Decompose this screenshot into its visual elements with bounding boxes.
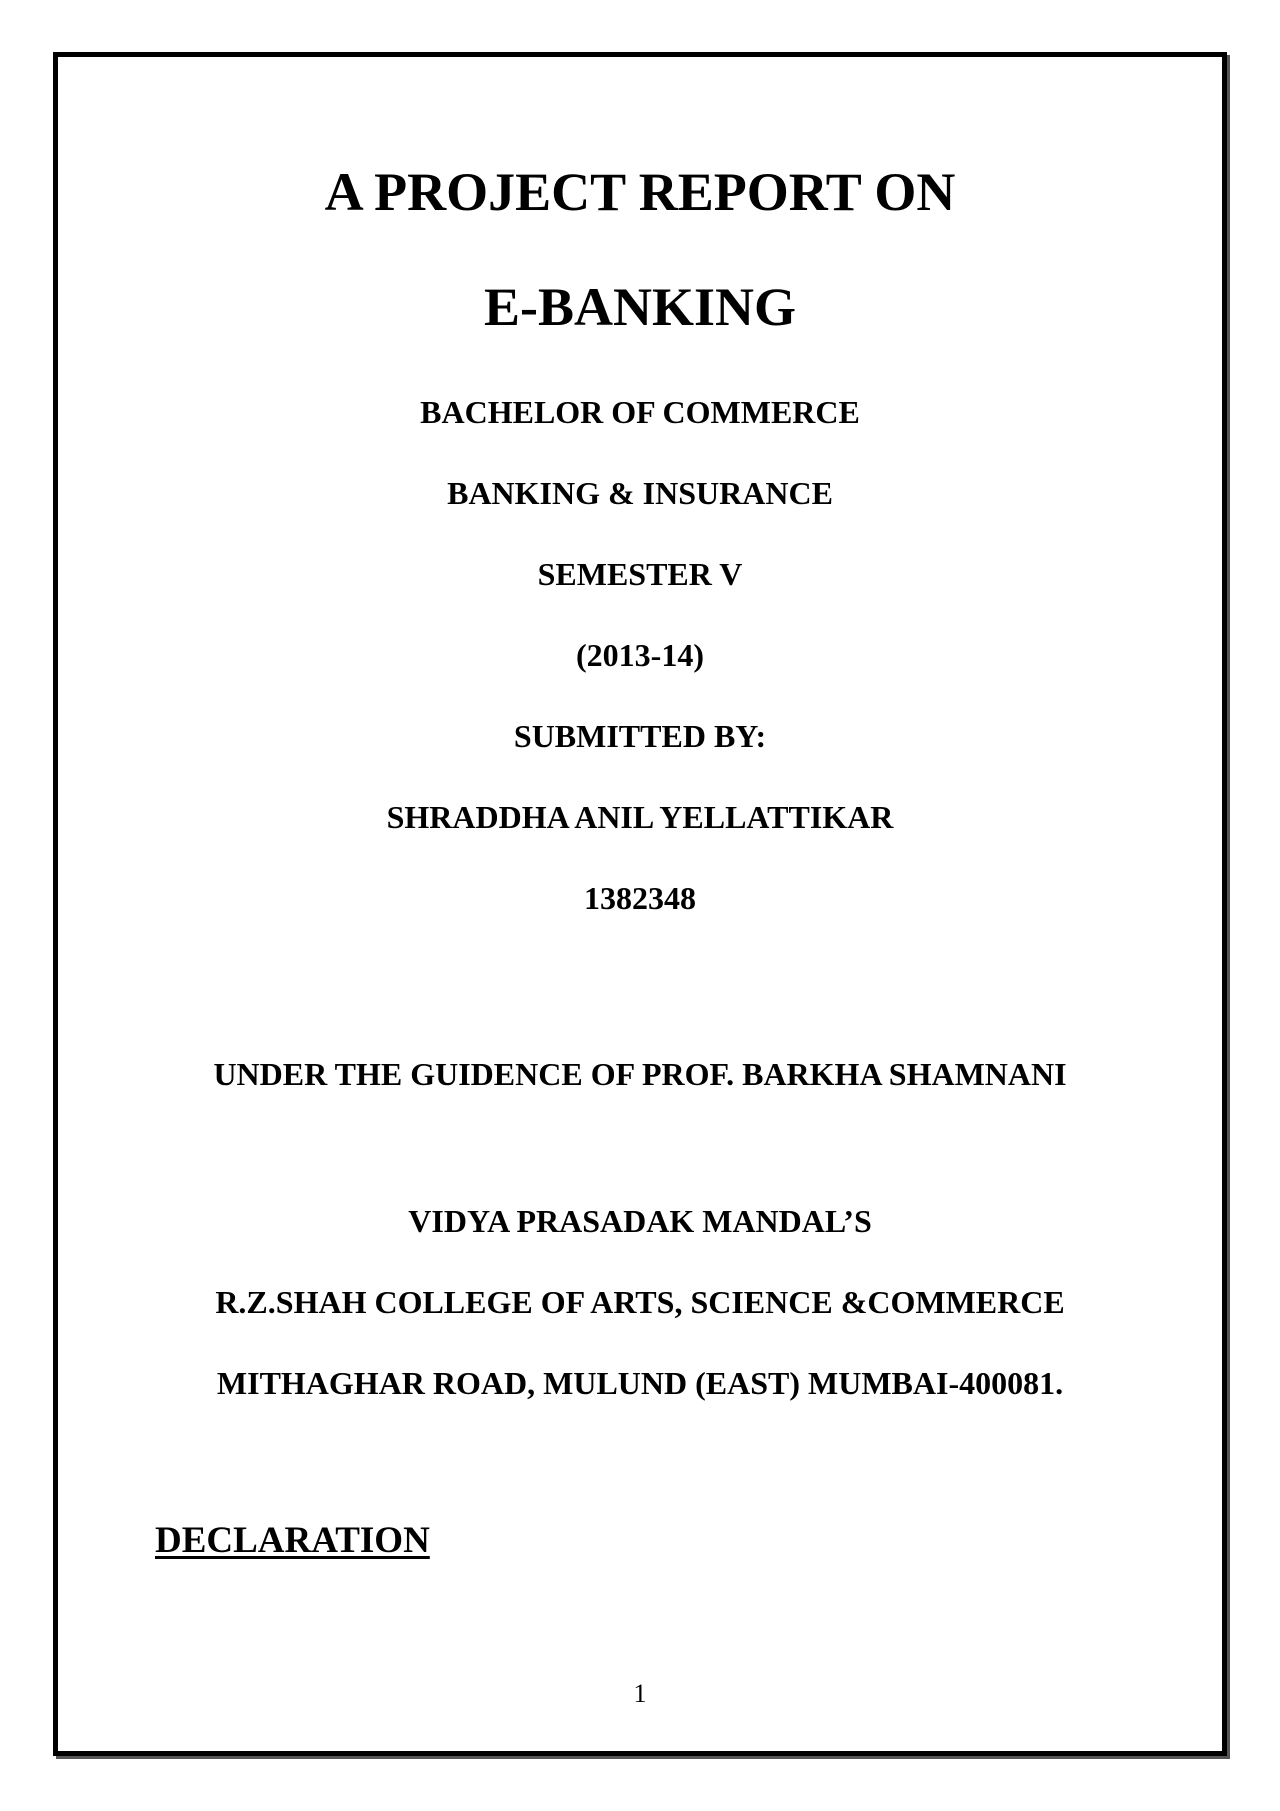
roll-number: 1382348 [584,880,696,916]
declaration-heading: DECLARATION [155,1520,430,1561]
degree: BACHELOR OF COMMERCE [420,394,860,430]
semester: SEMESTER V [537,556,743,592]
college-address: MITHAGHAR ROAD, MULUND (EAST) MUMBAI-400081. [216,1365,1064,1401]
specialization: BANKING & INSURANCE [447,475,833,511]
academic-year: (2013-14) [576,637,704,673]
submitted-by-label: SUBMITTED BY: [513,718,767,754]
student-name: SHRADDHA ANIL YELLATTIKAR [386,799,894,835]
institution-trust: VIDYA PRASADAK MANDAL’S [408,1203,872,1239]
college-name: R.Z.SHAH COLLEGE OF ARTS, SCIENCE &COMMERCE [215,1284,1065,1320]
report-topic: E-BANKING [483,277,797,337]
guidance-line: UNDER THE GUIDENCE OF PROF. BARKHA SHAMNANI [213,1056,1067,1092]
page-number: 1 [633,1679,647,1708]
report-title: A PROJECT REPORT ON [324,162,956,222]
